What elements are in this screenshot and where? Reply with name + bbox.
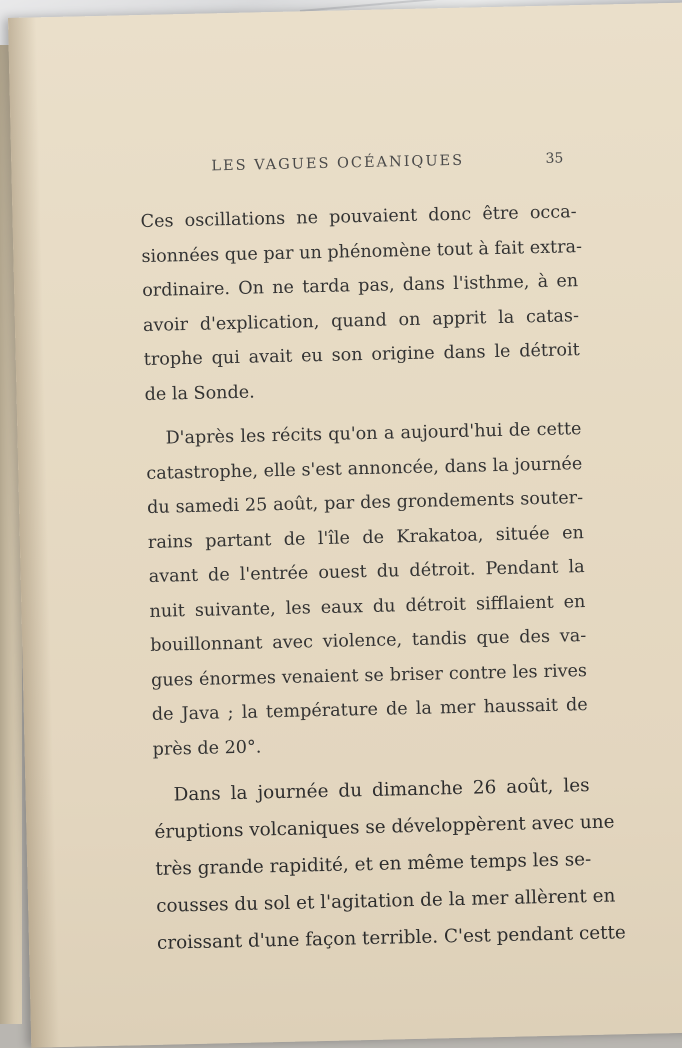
text-line: très grande rapidité, et en même temps les se-: [155, 848, 592, 880]
text-line: bouillonnant avec violence, tandis que des va-: [150, 626, 587, 656]
text-line: de la Sonde.: [144, 382, 255, 405]
text-line: de Java ; la température de la mer haussait de: [151, 695, 588, 725]
text-line: avant de l'entrée ouest du détroit. Pendant la: [148, 557, 585, 587]
paragraph: [153, 767, 627, 962]
text-line: gues énormes venaient se briser contre les rives: [150, 660, 588, 691]
text-line: sionnées que par un phénomène tout à fait extra-: [141, 236, 583, 267]
text-line: catastrophe, elle s'est annoncée, dans la journée: [146, 453, 583, 484]
text-line: Dans la journée du dimanche 26 août, les: [173, 775, 590, 806]
text-line: Ces oscillations ne pouvaient donc être occa-: [140, 202, 577, 233]
body-text: [140, 195, 627, 972]
book-page: [8, 2, 682, 1048]
text-line: du samedi 25 août, par des grondements souter-: [146, 488, 584, 518]
paragraph: [145, 412, 589, 767]
page-number: 35: [545, 150, 564, 167]
page-header: [211, 150, 563, 182]
text-line: cousses du sol et l'agitation de la mer allèrent en: [155, 885, 616, 917]
running-title: LES VAGUES OCÉANIQUES: [211, 152, 465, 175]
text-line: D'après les récits qu'on a aujourd'hui de cette: [165, 419, 582, 449]
text-line: ordinaire. On ne tarda pas, dans l'isthme, à en: [142, 271, 579, 302]
text-line: trophe qui avait eu son origine dans le détroit: [143, 340, 580, 371]
text-line: croissant d'une façon terrible. C'est pendant cette: [156, 922, 627, 954]
text-line: avoir d'explication, quand on apprit la catas-: [142, 305, 580, 336]
text-line: rains partant de l'île de Krakatoa, située en: [147, 522, 585, 553]
text-line: éruptions volcaniques se développèrent avec une: [154, 811, 615, 843]
paragraph: [140, 195, 581, 412]
text-line: près de 20°.: [152, 736, 262, 760]
text-line: nuit suivante, les eaux du détroit sifflaient en: [149, 591, 586, 622]
